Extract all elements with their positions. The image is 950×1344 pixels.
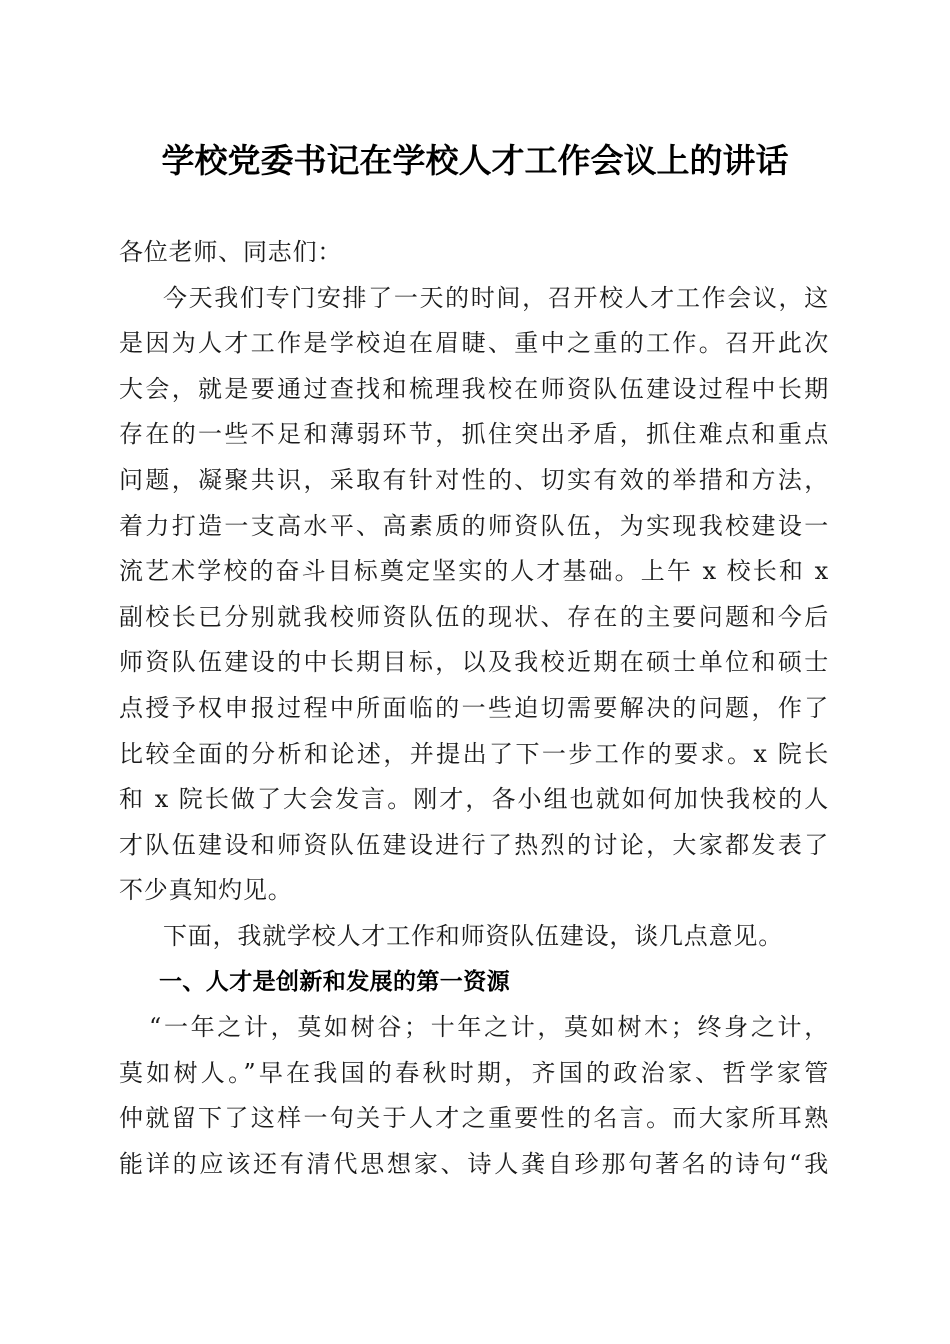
paragraph-line: 流艺术学校的奋斗目标奠定坚实的人才基础。上午 x 校长和 x [119,557,829,586]
document-body [119,230,829,1187]
paragraph-line: 仲就留下了这样一句关于人才之重要性的名言。而大家所耳熟 [119,1104,829,1133]
paragraph-line: 比较全面的分析和论述，并提出了下一步工作的要求。x 院长 [119,739,829,768]
paragraph-line: 是因为人才工作是学校迫在眉睫、重中之重的工作。召开此次 [119,329,829,358]
paragraph-line: 大会，就是要通过查找和梳理我校在师资队伍建设过程中长期 [119,374,829,403]
paragraph-line: 存在的一些不足和薄弱环节，抓住突出矛盾，抓住难点和重点 [119,420,829,449]
paragraph-line: 才队伍建设和师资队伍建设进行了热烈的讨论，大家都发表了 [119,830,829,859]
paragraph-line: 副校长已分别就我校师资队伍的现状、存在的主要问题和今后 [119,602,829,631]
paragraph-line: 师资队伍建设的中长期目标，以及我校近期在硕士单位和硕士 [119,648,829,677]
paragraph-line: 问题，凝聚共识，采取有针对性的、切实有效的举措和方法， [119,465,829,494]
paragraph-line: 着力打造一支高水平、高素质的师资队伍，为实现我校建设一 [119,511,829,540]
paragraph-line: “一年之计，莫如树谷；十年之计，莫如树木；终身之计， [149,1013,829,1042]
paragraph-line: 莫如树人。”早在我国的春秋时期，齐国的政治家、哲学家管 [119,1058,829,1087]
paragraph-line: 今天我们专门安排了一天的时间，召开校人才工作会议，这 [163,283,829,312]
paragraph-line: 不少真知灼见。 [119,876,293,905]
section-heading: 一、人才是创新和发展的第一资源 [159,968,510,995]
paragraph-line: 点授予权申报过程中所面临的一些迫切需要解决的问题，作了 [119,693,829,722]
greeting: 各位老师、同志们： [119,238,343,266]
paragraph-line: 和 x 院长做了大会发言。刚才，各小组也就如何加快我校的人 [119,785,829,814]
paragraph-intro: 下面，我就学校人才工作和师资队伍建设，谈几点意见。 [163,921,783,950]
paragraph-line: 能详的应该还有清代思想家、诗人龚自珍那句著名的诗句“我 [119,1149,829,1178]
document-title: 学校党委书记在学校人才工作会议上的讲话 [161,141,789,180]
